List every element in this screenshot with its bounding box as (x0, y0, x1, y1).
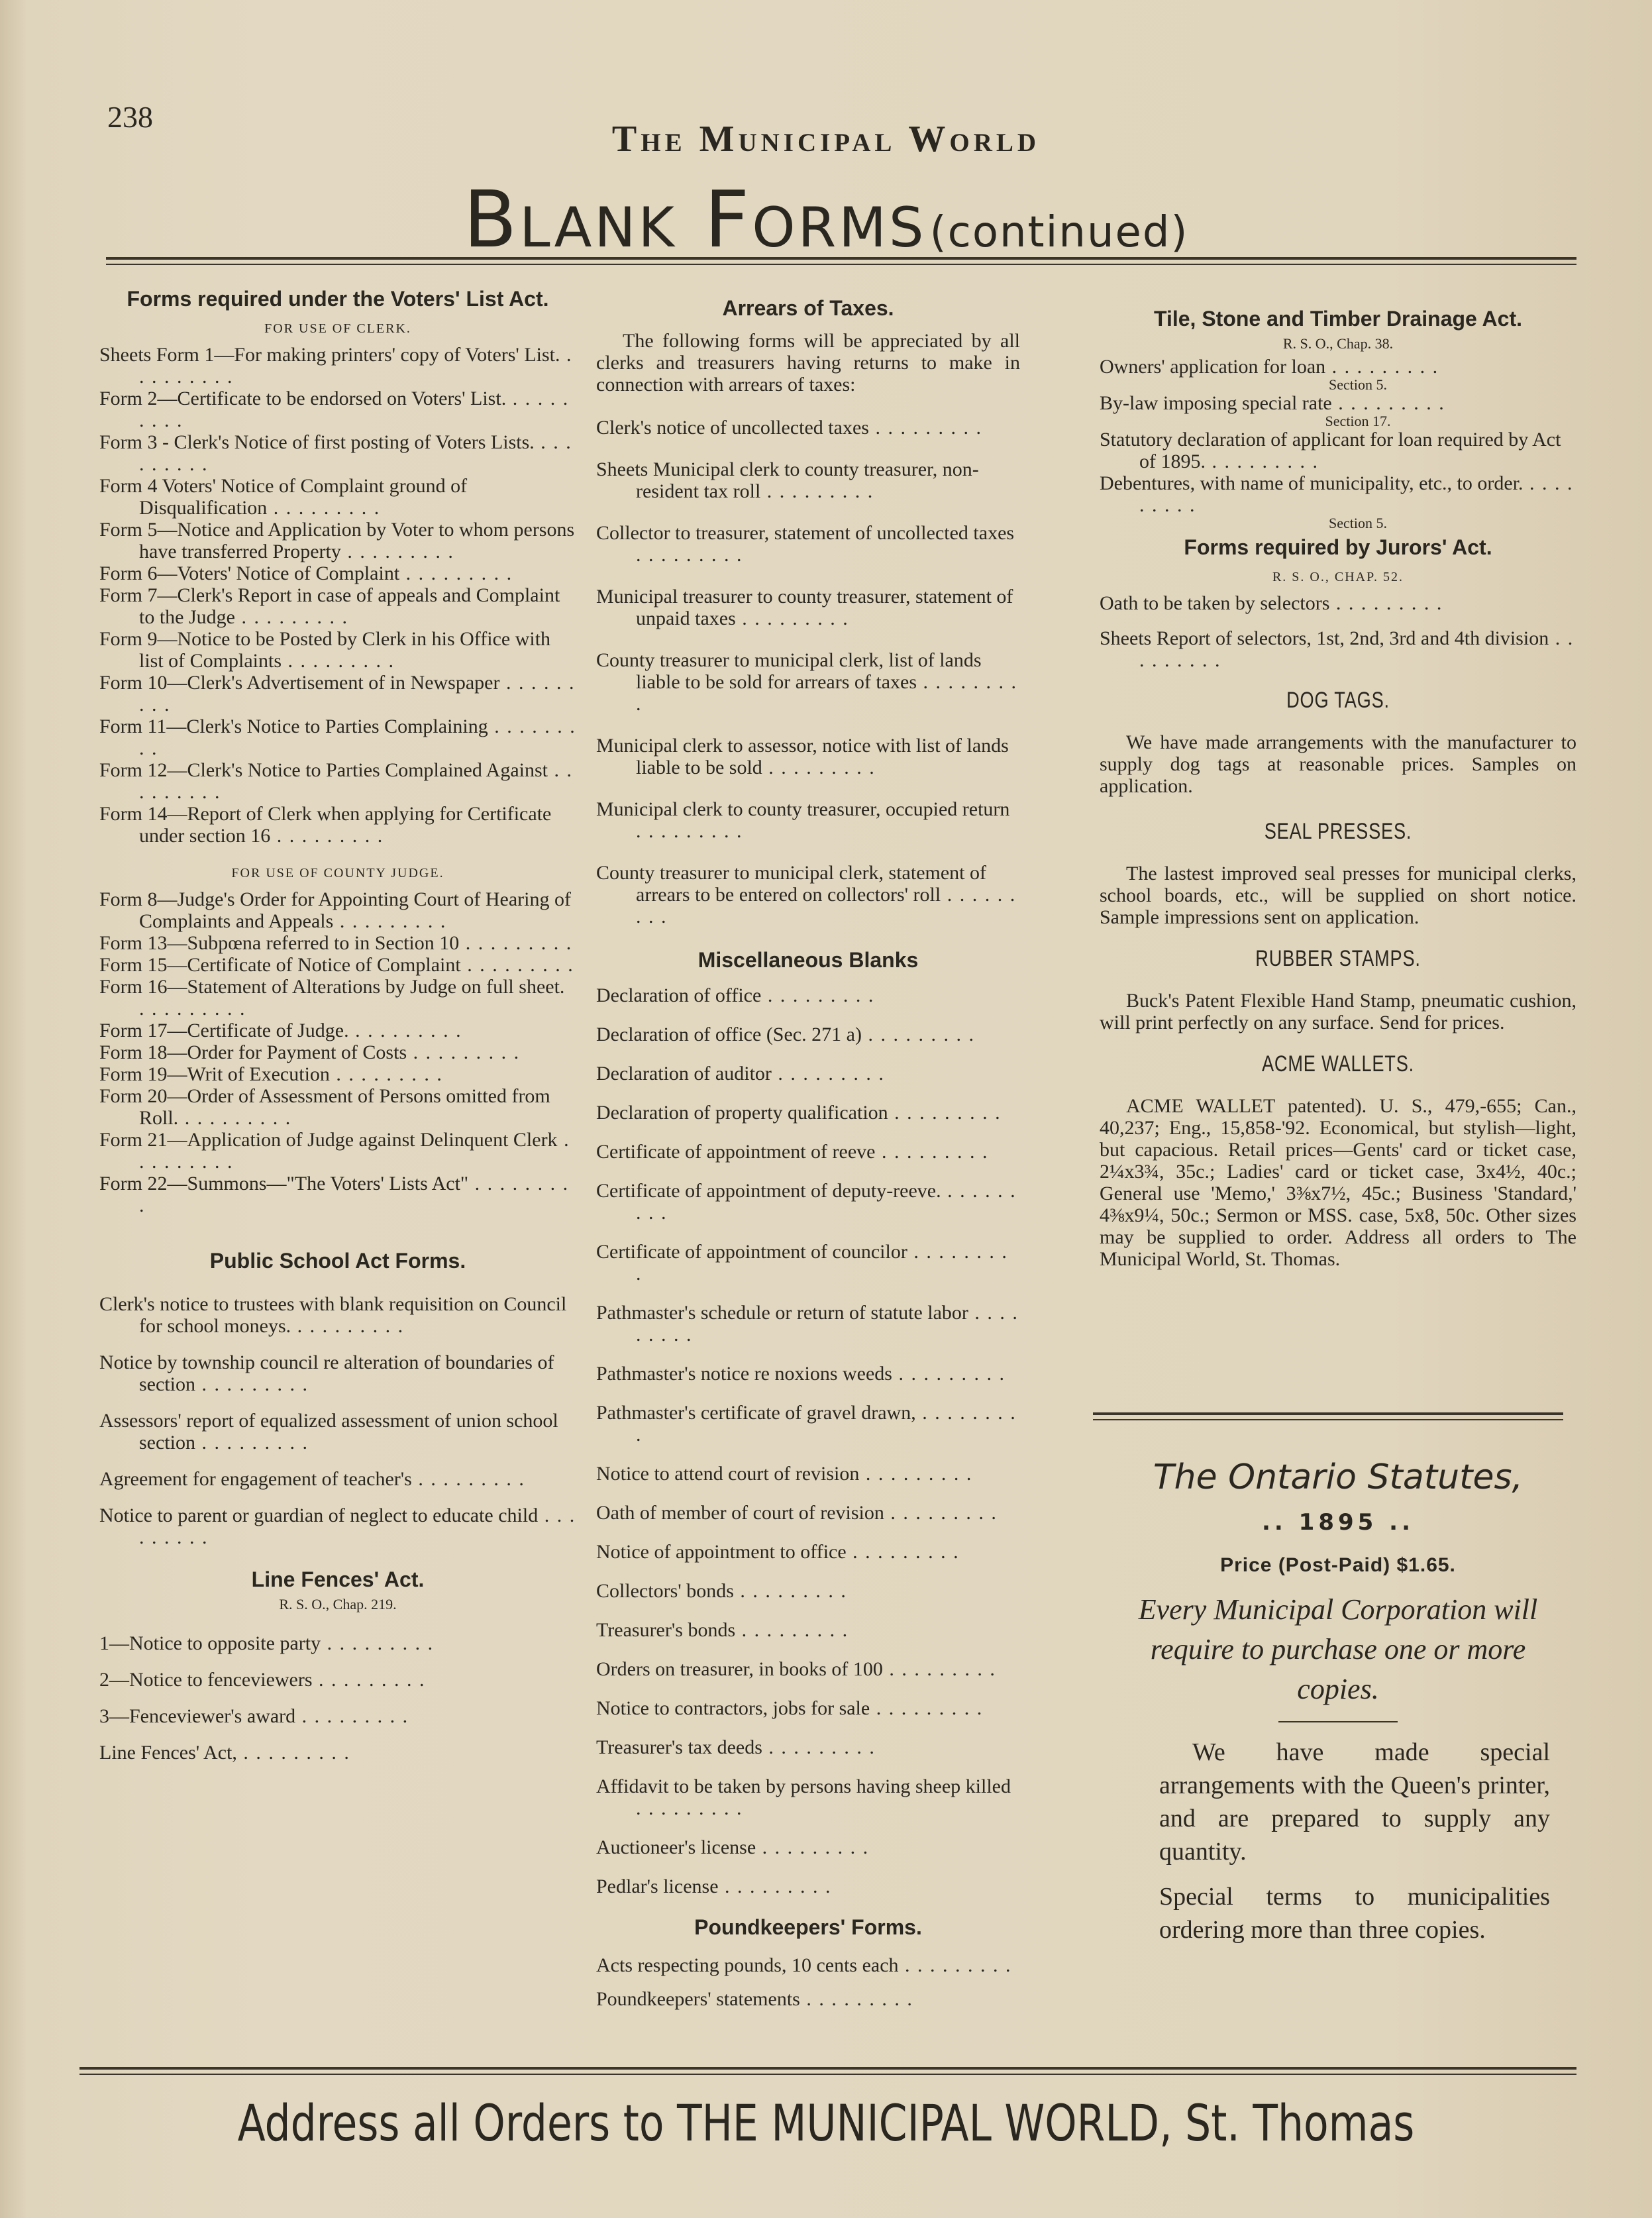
school-heading: Public School Act Forms. (209, 1249, 466, 1273)
rubber-stamps-text: Buck's Patent Flexible Hand Stamp, pneumatic cushion, will print perfectly on any surface. Send for prices. (1100, 990, 1576, 1033)
arrears-forms-list (596, 417, 1020, 927)
dog-tags-text: We have made arrangements with the manufacturer to supply dog tags at reasonable prices. Samples on application. (1100, 731, 1576, 797)
drainage-forms-list (1100, 356, 1576, 531)
list-item: Oath of member of court of revision . . . (596, 1502, 1020, 1524)
list-item: Pedlar's license . . . (596, 1875, 1020, 1897)
clerk-subheading: FOR USE OF CLERK. (264, 321, 411, 336)
list-item: Declaration of office . . . (596, 984, 1020, 1006)
list-item: Clerk's notice to trustees with blank requisition on Council for school moneys. . . . (99, 1293, 576, 1337)
list-item: Form 5—Notice and Application by Voter to whom persons have transferred Property . . . (99, 519, 576, 562)
list-item: Notice to contractors, jobs for sale . . . (596, 1697, 1020, 1719)
list-item: Collector to treasurer, statement of uncollected taxes . . . (596, 522, 1020, 566)
misc-forms-list (596, 984, 1020, 1897)
title-main: Blank Forms (463, 174, 927, 265)
column-3 (1100, 306, 1576, 1270)
list-item: Form 22—Summons—"The Voters' Lists Act" . . . (99, 1173, 576, 1216)
fences-subheading: R. S. O., Chap. 219. (279, 1596, 397, 1612)
list-item: Form 10—Clerk's Advertisement of in Newspaper . . . (99, 672, 576, 715)
statutes-divider (1278, 1721, 1398, 1722)
page-number: 238 (107, 100, 153, 134)
page-title (0, 174, 1652, 265)
list-item: Municipal treasurer to county treasurer, statement of unpaid taxes . . . (596, 586, 1020, 629)
dog-tags-heading: DOG TAGS. (1286, 688, 1390, 713)
list-item: 3—Fenceviewer's award . . . (99, 1705, 576, 1727)
list-item: Form 16—Statement of Alterations by Judge on full sheet. . . . (99, 976, 576, 1020)
judge-subheading: FOR USE OF COUNTY JUDGE. (231, 866, 444, 880)
list-item: Debentures, with name of municipality, etc., to order. . . . (1100, 472, 1576, 516)
list-item: Collectors' bonds . . . (596, 1580, 1020, 1602)
list-item: Notice to parent or guardian of neglect to educate child . . . (99, 1505, 576, 1548)
list-item: Pathmaster's schedule or return of statute labor . . . (596, 1302, 1020, 1346)
list-item: Assessors' report of equalized assessment of union school section . . . (99, 1410, 576, 1453)
list-item: Line Fences' Act, . . . (99, 1742, 576, 1764)
clerk-forms-list (99, 344, 576, 847)
footer-address: Address all Orders to THE MUNICIPAL WORLD, St. Thomas (237, 2093, 1415, 2152)
statutes-year: .. 1895 .. (1262, 1509, 1414, 1536)
fences-forms-list (99, 1632, 576, 1764)
list-item: Treasurer's bonds . . . (596, 1619, 1020, 1641)
list-item: Form 4 Voters' Notice of Complaint ground of Disqualification . . . (99, 475, 576, 519)
list-item: Pathmaster's notice re noxions weeds . . . (596, 1363, 1020, 1385)
list-item: Notice to attend court of revision . . . (596, 1463, 1020, 1485)
list-item: Form 2—Certificate to be endorsed on Voters' List. . . . (99, 388, 576, 431)
top-rule (106, 257, 1576, 265)
list-item: Agreement for engagement of teacher's . . . (99, 1468, 576, 1490)
list-item: Form 11—Clerk's Notice to Parties Complaining . . . (99, 715, 576, 759)
arrears-heading: Arrears of Taxes. (722, 296, 894, 320)
list-item: Form 6—Voters' Notice of Complaint . . . (99, 562, 576, 584)
ad-rule (1093, 1412, 1563, 1420)
list-item: Section 5. (1329, 515, 1387, 531)
list-item: Treasurer's tax deeds . . . (596, 1736, 1020, 1758)
column-1 (99, 286, 576, 1778)
seal-presses-text: The lastest improved seal presses for municipal clerks, school boards, etc., will be supplied on short notice. Sample impressions sent on application. (1100, 863, 1576, 928)
title-paren: (continued) (929, 208, 1189, 257)
list-item: By-law imposing special rate . . . (1100, 392, 1576, 414)
drainage-subheading: R. S. O., Chap. 38. (1282, 335, 1394, 352)
list-item: Form 7—Clerk's Report in case of appeals and Complaint to the Judge . . . (99, 584, 576, 628)
list-item: Notice by township council re alteration of boundaries of section . . . (99, 1351, 576, 1395)
arrears-intro: The following forms will be appreciated by all clerks and treasurers having returns to make in connection with arrears of taxes: (596, 330, 1020, 396)
pound-forms-list (596, 1954, 1020, 2010)
list-item: Sheets Report of selectors, 1st, 2nd, 3rd and 4th division . . . (1100, 627, 1576, 671)
statutes-script: Every Municipal Corporation will require to purchase one or more copies. (1138, 1593, 1538, 1705)
voters-heading: Forms required under the Voters' List Act. (127, 287, 549, 311)
list-item: Owners' application for loan . . . (1100, 356, 1576, 378)
list-item: Sheets Municipal clerk to county treasurer, non-resident tax roll . . . (596, 458, 1020, 502)
list-item: Poundkeepers' statements . . . (596, 1988, 1020, 2010)
fences-heading: Line Fences' Act. (251, 1567, 425, 1591)
list-item: County treasurer to municipal clerk, list of lands liable to be sold for arrears of taxes . . . (596, 649, 1020, 715)
list-item: Municipal clerk to assessor, notice with list of lands liable to be sold . . . (596, 735, 1020, 778)
list-item: 1—Notice to opposite party . . . (99, 1632, 576, 1654)
bottom-rule (79, 2067, 1576, 2075)
list-item: Form 15—Certificate of Notice of Complaint . . . (99, 954, 576, 976)
list-item: Form 21—Application of Judge against Delinquent Clerk . . . (99, 1129, 576, 1173)
list-item: 2—Notice to fenceviewers . . . (99, 1669, 576, 1691)
jurors-subheading: R. S. O., CHAP. 52. (1272, 570, 1404, 584)
statutes-para-1: We have made special arrangements with the Queen's printer, and are prepared to supply any quantity. (1159, 1738, 1550, 1866)
pound-heading: Poundkeepers' Forms. (694, 1915, 922, 1939)
list-item: Section 5. (1329, 376, 1387, 393)
list-item: Pathmaster's certificate of gravel drawn, . . . (596, 1402, 1020, 1446)
list-item: Certificate of appointment of councilor . . . (596, 1241, 1020, 1285)
list-item: Affidavit to be taken by persons having sheep killed . . . (596, 1775, 1020, 1819)
list-item: Certificate of appointment of deputy-reeve. . . . (596, 1180, 1020, 1224)
list-item: Form 9—Notice to be Posted by Clerk in his Office with list of Complaints . . . (99, 628, 576, 672)
list-item: Declaration of office (Sec. 271 a) . . . (596, 1024, 1020, 1045)
list-item: Form 3 - Clerk's Notice of first posting of Voters Lists. . . . (99, 431, 576, 475)
list-item: Clerk's notice of uncollected taxes . . . (596, 417, 1020, 439)
list-item: Notice of appointment to office . . . (596, 1541, 1020, 1563)
drainage-heading: Tile, Stone and Timber Drainage Act. (1154, 307, 1522, 331)
list-item: Statutory declaration of applicant for loan required by Act of 1895. . . . (1100, 429, 1576, 472)
acme-wallets-text: ACME WALLET patented). U. S., 479,-655; Can., 40,237; Eng., 15,858-'92. Economical, but stylish—light, but capacious. Retail prices—Gents' card or ticket case, 2¼x3¾, 35c.; Ladies' card or ticket case, 3x4½, 40c.; General use 'Memo,' 3⅜x7½, 45c.; Business 'Standard,' 4⅜x9¼, 50c.; Sermon or MSS. case, 5x8, 50c. Other sizes may be supplied to order. Address all orders to The Municipal World, St. Thomas. (1100, 1095, 1576, 1270)
list-item: Form 8—Judge's Order for Appointing Court of Hearing of Complaints and Appeals . . . (99, 888, 576, 932)
list-item: Municipal clerk to county treasurer, occupied return . . . (596, 798, 1020, 842)
jurors-forms-list (1100, 592, 1576, 671)
masthead: The Municipal World (611, 119, 1041, 160)
list-item: Form 19—Writ of Execution . . . (99, 1063, 576, 1085)
list-item: Form 13—Subpœna referred to in Section 10 . . . (99, 932, 576, 954)
statutes-para-2: Special terms to municipalities ordering more than three copies. (1159, 1883, 1550, 1944)
list-item: Sheets Form 1—For making printers' copy of Voters' List. . . . (99, 344, 576, 388)
school-forms-list (99, 1293, 576, 1548)
list-item: Declaration of auditor . . . (596, 1063, 1020, 1084)
judge-forms-list (99, 888, 576, 1216)
list-item: Form 12—Clerk's Notice to Parties Complained Against . . . (99, 759, 576, 803)
column-2 (596, 295, 1020, 2022)
list-item: Form 17—Certificate of Judge. . . . (99, 1020, 576, 1041)
list-item: County treasurer to municipal clerk, statement of arrears to be entered on collectors' roll . . . (596, 862, 1020, 927)
list-item: Oath to be taken by selectors . . . (1100, 592, 1576, 614)
rubber-stamps-heading: RUBBER STAMPS. (1255, 946, 1421, 971)
list-item: Form 20—Order of Assessment of Persons omitted from Roll. . . . (99, 1085, 576, 1129)
list-item: Auctioneer's license . . . (596, 1836, 1020, 1858)
list-item: Section 17. (1325, 413, 1391, 429)
list-item: Acts respecting pounds, 10 cents each . . . (596, 1954, 1020, 1976)
list-item: Orders on treasurer, in books of 100 . . . (596, 1658, 1020, 1680)
misc-heading: Miscellaneous Blanks (697, 948, 919, 972)
list-item: Form 14—Report of Clerk when applying for Certificate under section 16 . . . (99, 803, 576, 847)
statutes-ad (1100, 1457, 1576, 1946)
jurors-heading: Forms required by Jurors' Act. (1184, 535, 1492, 559)
list-item: Form 18—Order for Payment of Costs . . . (99, 1041, 576, 1063)
list-item: Declaration of property qualification . . . (596, 1102, 1020, 1124)
seal-presses-heading: SEAL PRESSES. (1264, 819, 1412, 844)
statutes-price: Price (Post-Paid) $1.65. (1220, 1554, 1456, 1576)
statutes-title: The Ontario Statutes, (1153, 1457, 1523, 1497)
acme-wallets-heading: ACME WALLETS. (1261, 1051, 1415, 1077)
list-item: Certificate of appointment of reeve . . . (596, 1141, 1020, 1163)
